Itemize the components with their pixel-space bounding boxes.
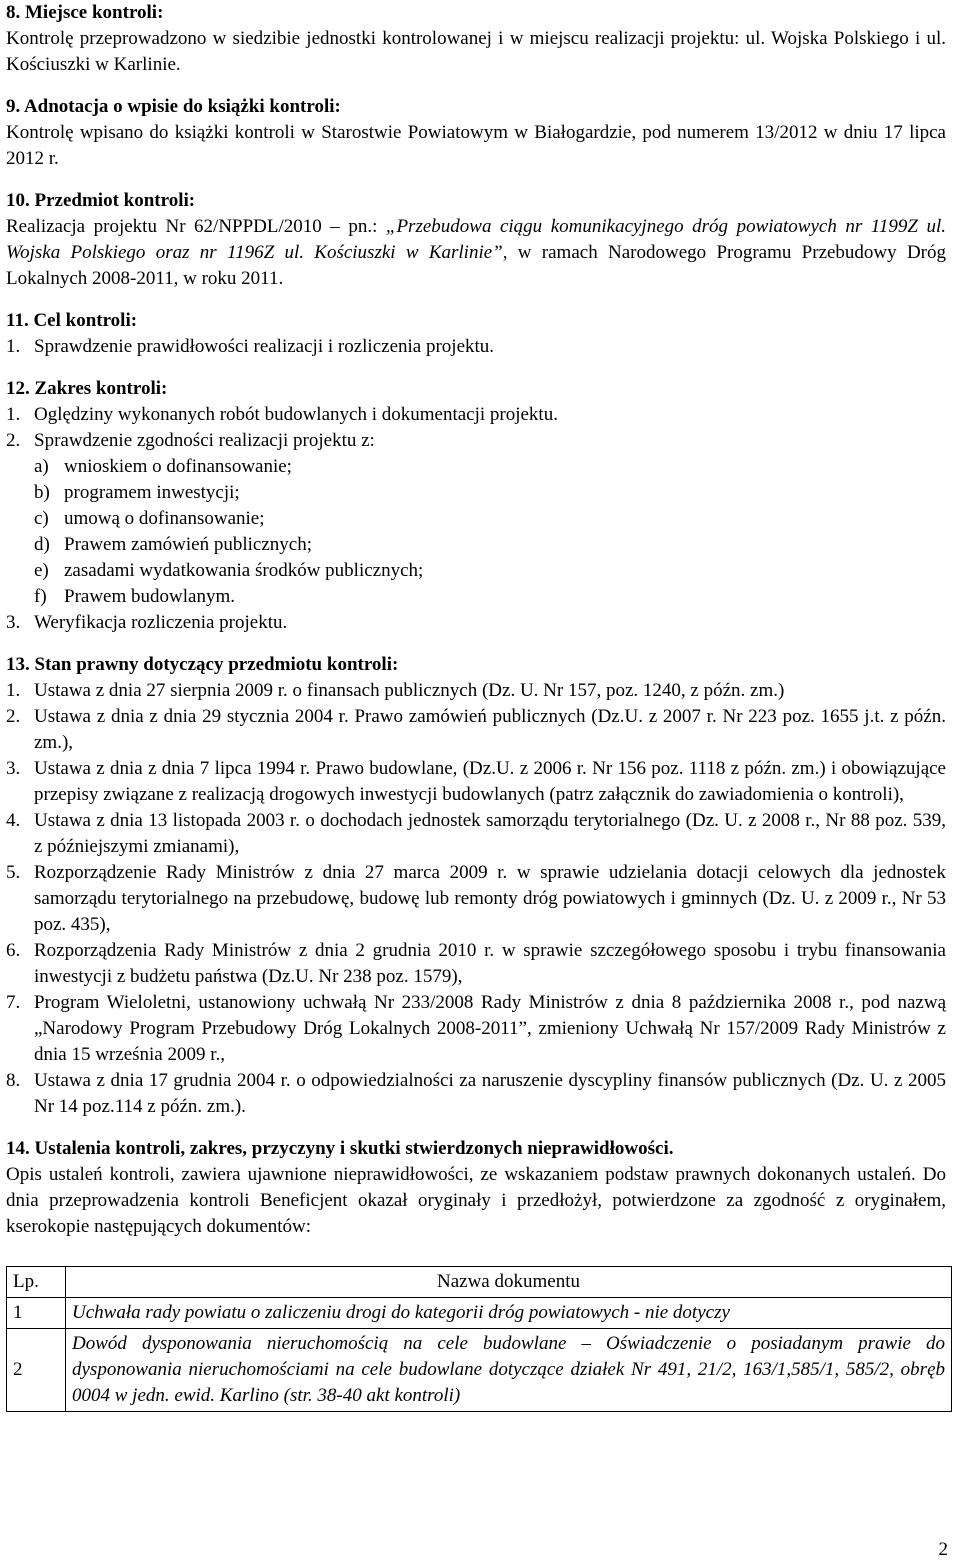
list-item-number: 1. [6, 680, 21, 701]
list-item-number: 2. [6, 706, 21, 727]
sub-list-item-letter: d) [34, 534, 50, 555]
table-row [7, 1329, 952, 1412]
section-14 [6, 1136, 946, 1240]
sub-list-item-text: Prawem zamówień publicznych; [64, 534, 312, 555]
list-item-text: Program Wieloletni, ustanowiony uchwałą Nr 233/2008 Rady Ministrów z dnia 8 października 2008 r., pod nazwą „Narodowy Program Przebudowy Dróg Lokalnych 2008-2011”, zmieniony Uchwałą Nr 157/2009 Rady Ministrów z dnia 15 września 2009 r., [34, 992, 946, 1065]
table-cell-name: Dowód dysponowania nieruchomością na cele budowlane – Oświadczenie o posiadanym prawie do dysponowania nieruchomościami na cele budowlane dotyczące działek Nr 491, 21/2, 163/1,585/1, 585/2, obręb 0004 w jedn. ewid. Karlino (str. 38-40 akt kontroli) [66, 1329, 952, 1412]
section-11 [6, 308, 946, 360]
sub-list-item-text: Prawem budowlanym. [64, 586, 235, 607]
section-10-lead: Realizacja projektu Nr 62/NPPDL/2010 – pn.: [6, 216, 386, 237]
sub-list-item-letter: b) [34, 482, 50, 503]
sub-list-item-text: programem inwestycji; [64, 482, 240, 503]
section-13-title: 13. Stan prawny dotyczący przedmiotu kontroli: [6, 654, 399, 675]
sub-list-item [6, 506, 946, 532]
list-item-text: Weryfikacja rozliczenia projektu. [34, 612, 288, 633]
sub-list-item-letter: e) [34, 560, 49, 581]
list-item-number: 7. [6, 992, 21, 1013]
table-cell-lp: 1 [7, 1298, 66, 1329]
section-8 [6, 0, 946, 78]
documents-table [6, 1266, 952, 1412]
sub-list-item-letter: c) [34, 508, 49, 529]
section-12 [6, 376, 946, 636]
list-item-number: 8. [6, 1070, 21, 1091]
section-10-project-name: „Przebudowa ciągu komunikacyjnego dróg powiatowych nr 1199Z ul. Wojska Polskiego oraz nr 1196Z ul. Kościuszki w Karlinie” [6, 216, 946, 263]
list-item-number: 2. [6, 430, 21, 451]
list-item [6, 1068, 946, 1120]
section-10 [6, 188, 946, 292]
section-8-text: Kontrolę przeprowadzono w siedzibie jednostki kontrolowanej i w miejscu realizacji projektu: ul. Wojska Polskiego i ul. Kościuszki w Karlinie. [6, 28, 946, 75]
list-item-number: 6. [6, 940, 21, 961]
list-item [6, 938, 946, 990]
table-header-name: Nazwa dokumentu [66, 1267, 952, 1298]
document-page [6, 0, 946, 1412]
list-item-text: Ustawa z dnia 13 listopada 2003 r. o dochodach jednostek samorządu terytorialnego (Dz. U. z 2008 r., Nr 88 poz. 539, z późniejszymi zmianami), [34, 810, 946, 857]
list-item [6, 990, 946, 1068]
section-14-title: 14. Ustalenia kontroli, zakres, przyczyny i skutki stwierdzonych nieprawidłowości. [6, 1138, 674, 1159]
list-item [6, 678, 946, 704]
sub-list-item [6, 454, 946, 480]
list-item [6, 402, 946, 428]
list-item-number: 1. [6, 336, 21, 357]
sub-list-item [6, 480, 946, 506]
list-item-text: Sprawdzenie prawidłowości realizacji i rozliczenia projektu. [34, 336, 495, 357]
sub-list-item-letter: a) [34, 456, 49, 477]
section-11-title: 11. Cel kontroli: [6, 310, 138, 331]
page-number: 2 [938, 1539, 948, 1560]
section-9-text: Kontrolę wpisano do książki kontroli w Starostwie Powiatowym w Białogardzie, pod numerem 13/2012 w dniu 17 lipca 2012 r. [6, 122, 946, 169]
section-14-text: Opis ustaleń kontroli, zawiera ujawnione nieprawidłowości, ze wskazaniem podstaw prawnych dokonanych ustaleń. Do dnia przeprowadzenia kontroli Beneficjent okazał oryginały i przedłożył, potwierdzone za zgodność z oryginałem, kserokopie następujących dokumentów: [6, 1164, 946, 1237]
table-header-lp: Lp. [7, 1267, 66, 1298]
section-10-title: 10. Przedmiot kontroli: [6, 190, 196, 211]
list-item [6, 756, 946, 808]
list-item [6, 860, 946, 938]
sub-list-item-text: umową o dofinansowanie; [64, 508, 265, 529]
sub-list-item-text: wnioskiem o dofinansowanie; [64, 456, 292, 477]
table-cell-name: Uchwała rady powiatu o zaliczeniu drogi do kategorii dróg powiatowych - nie dotyczy [66, 1298, 952, 1329]
sub-list-item [6, 532, 946, 558]
list-item-number: 3. [6, 612, 21, 633]
table-row [7, 1298, 952, 1329]
section-9 [6, 94, 946, 172]
section-13 [6, 652, 946, 1120]
list-item-number: 4. [6, 810, 21, 831]
list-item [6, 334, 946, 360]
list-item-text: Rozporządzenie Rady Ministrów z dnia 27 marca 2009 r. w sprawie udzielania dotacji celowych dla jednostek samorządu terytorialnego na przebudowę, budowę lub remonty dróg powiatowych i gminnych (Dz. U. z 2009 r., Nr 53 poz. 435), [34, 862, 946, 935]
sub-list-item-text: zasadami wydatkowania środków publicznych; [64, 560, 424, 581]
list-item-number: 1. [6, 404, 21, 425]
section-10-text [6, 214, 946, 292]
table-header-row [7, 1267, 952, 1298]
section-8-title: 8. Miejsce kontroli: [6, 2, 164, 23]
list-item-number: 5. [6, 862, 21, 883]
list-item [6, 808, 946, 860]
list-item-number: 3. [6, 758, 21, 779]
list-item [6, 610, 946, 636]
list-item-text: Sprawdzenie zgodności realizacji projektu z: [34, 430, 375, 451]
list-item [6, 428, 946, 454]
sub-list-item [6, 584, 946, 610]
list-item-text: Ustawa z dnia z dnia 7 lipca 1994 r. Prawo budowlane, (Dz.U. z 2006 r. Nr 156 poz. 1118 z późn. zm.) i obowiązujące przepisy związane z realizacją drogowych inwestycji budowlanych (patrz załącznik do zawiadomienia o kontroli), [34, 758, 946, 805]
sub-list-item-letter: f) [34, 586, 47, 607]
list-item-text: Ustawa z dnia 27 sierpnia 2009 r. o finansach publicznych (Dz. U. Nr 157, poz. 1240, z późn. zm.) [34, 680, 785, 701]
list-item [6, 704, 946, 756]
list-item-text: Ustawa z dnia 17 grudnia 2004 r. o odpowiedzialności za naruszenie dyscypliny finansów publicznych (Dz. U. z 2005 Nr 14 poz.114 z późn. zm.). [34, 1070, 946, 1117]
list-item-text: Oględziny wykonanych robót budowlanych i dokumentacji projektu. [34, 404, 558, 425]
section-9-title: 9. Adnotacja o wpisie do książki kontroli: [6, 96, 341, 117]
list-item-text: Ustawa z dnia z dnia 29 stycznia 2004 r. Prawo zamówień publicznych (Dz.U. z 2007 r. Nr 223 poz. 1655 j.t. z późn. zm.), [34, 706, 946, 753]
section-10-tail: , w ramach Narodowego Programu Przebudowy Dróg Lokalnych 2008-2011, w roku 2011. [6, 242, 946, 289]
table-cell-lp: 2 [7, 1329, 66, 1412]
list-item-text: Rozporządzenia Rady Ministrów z dnia 2 grudnia 2010 r. w sprawie szczegółowego sposobu i trybu finansowania inwestycji z budżetu państwa (Dz.U. Nr 238 poz. 1579), [34, 940, 946, 987]
section-12-title: 12. Zakres kontroli: [6, 378, 168, 399]
sub-list-item [6, 558, 946, 584]
